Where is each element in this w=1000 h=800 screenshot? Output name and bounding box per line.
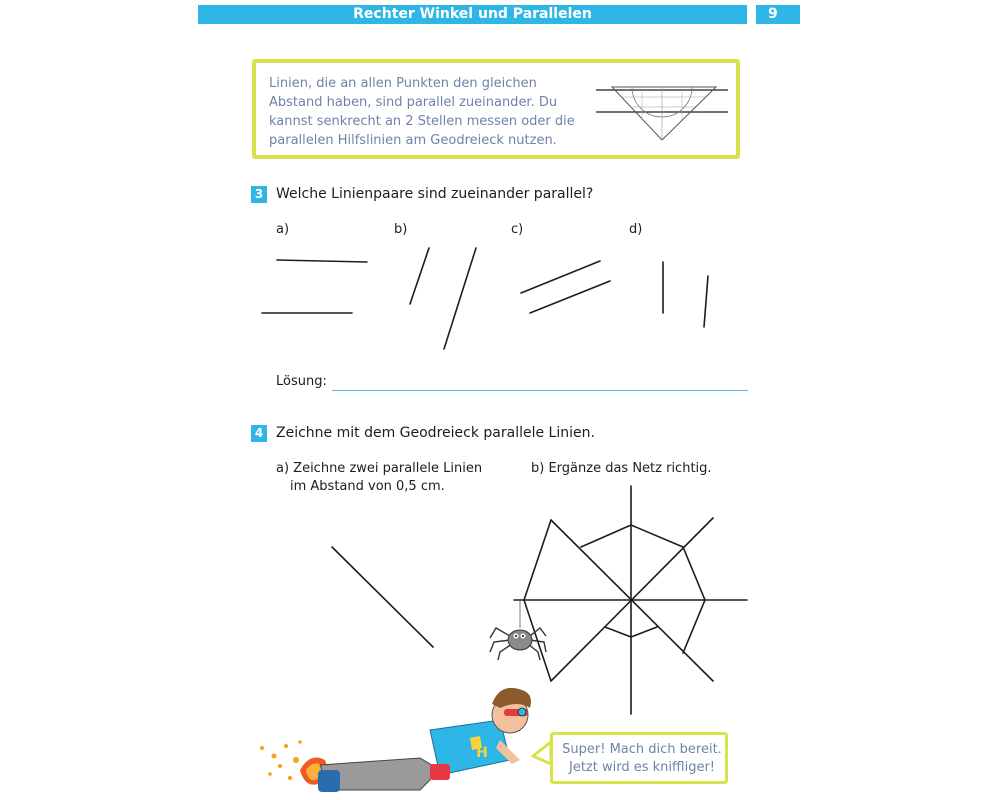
superhero-mascot-illustration — [260, 688, 531, 792]
speech-line: Jetzt wird es kniffliger! — [569, 760, 715, 775]
option-c-label: c) — [511, 222, 524, 237]
info-line: kannst senkrecht an 2 Stellen messen oder die — [269, 114, 575, 129]
option-a-label: a) — [276, 222, 290, 237]
task-3-number: 3 — [251, 186, 267, 203]
speech-bubble-tail — [533, 742, 551, 764]
geodreieck-icon — [596, 87, 728, 140]
task-3-question: Welche Linienpaare sind zueinander parallel? — [276, 186, 594, 202]
spider-web — [514, 486, 747, 714]
speech-line: Super! Mach dich bereit. — [562, 742, 722, 757]
spider-icon — [490, 600, 546, 660]
page-number: 9 — [756, 5, 800, 24]
line-pair-b — [410, 248, 476, 349]
task-4-instruction: Zeichne mit dem Geodreieck parallele Linien. — [276, 425, 595, 441]
line-pair-d — [663, 262, 708, 327]
task-4-number: 4 — [251, 425, 267, 442]
page-header-title: Rechter Winkel und Parallelen — [198, 5, 747, 24]
info-line: Linien, die an allen Punkten den gleichen — [269, 76, 537, 91]
task-4a-line2: im Abstand von 0,5 cm. — [290, 479, 445, 494]
mascot-badge-letter: H — [476, 745, 488, 761]
option-b-label: b) — [394, 222, 408, 237]
line-pair-c — [521, 261, 610, 313]
speech-text — [562, 741, 722, 777]
info-line: parallelen Hilfslinien am Geodreieck nutzen. — [269, 133, 557, 148]
option-d-label: d) — [629, 222, 643, 237]
line-pair-a — [262, 260, 367, 313]
task-4a-line — [332, 547, 433, 647]
task-4a-line1: a) Zeichne zwei parallele Linien — [276, 461, 483, 476]
info-line: Abstand haben, sind parallel zueinander. Du — [269, 95, 558, 110]
task-4b-text: b) Ergänze das Netz richtig. — [531, 461, 712, 476]
solution-label: Lösung: — [276, 374, 327, 389]
